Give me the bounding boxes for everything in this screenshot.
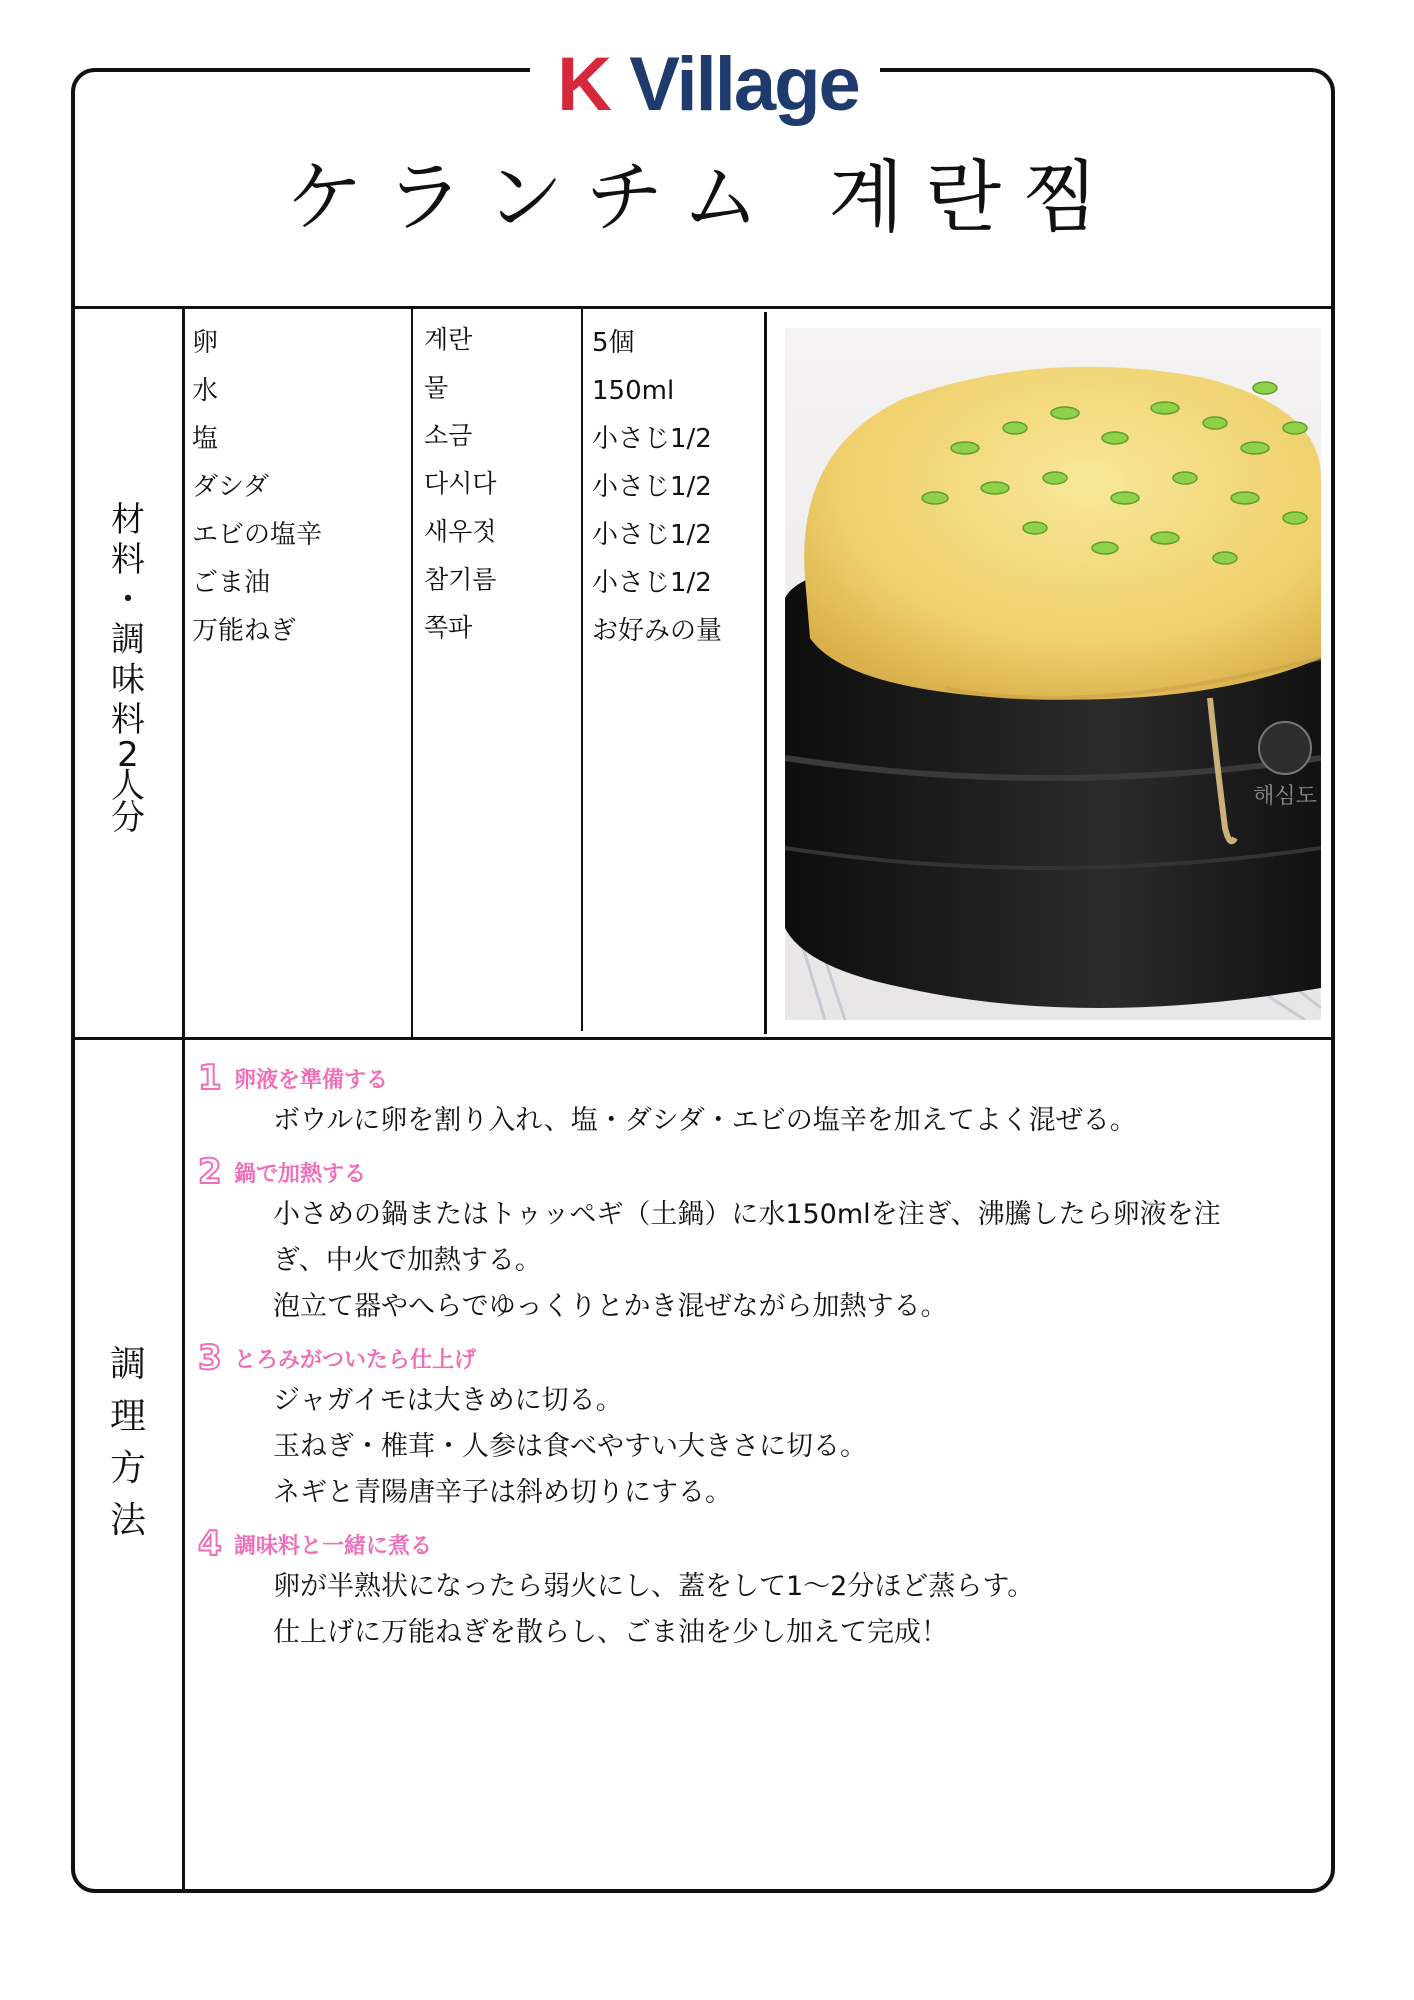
ingredient-amount: 150ml [592,376,675,406]
ingredient-ja: ダシダ [192,472,269,502]
ingredient-ko: 물 [424,373,449,402]
ingredient-ko: 참기름 [424,565,497,594]
pot-logo-icon [1259,722,1311,774]
method-label [95,1345,161,1553]
ingredient-amount: 小さじ1/2 [592,424,712,454]
ingredient-ja: 卵 [192,328,219,358]
divider-ja-column [411,308,413,1038]
ingredient-amount: 小さじ1/2 [592,472,712,502]
ingredients-ja-column [192,325,322,661]
ingredient-ja: ごま油 [192,568,271,598]
step-number: 4 [198,1524,222,1564]
step-title: とろみがついたら仕上げ [234,1347,477,1373]
ingredient-ja: 水 [192,376,219,406]
step-1 [198,1058,1308,1144]
brand-k: K [557,42,611,127]
divider-title [73,306,1333,309]
divider-ingredients [73,1037,1333,1040]
pot-label: 해심도 [1253,784,1317,809]
divider-label-column [182,306,185,1890]
label-char: 料 [111,700,145,740]
label-char: 人 [111,766,145,806]
ingredient-ko: 다시다 [424,469,497,498]
label-char: 調 [111,620,145,660]
label-char: 味 [111,660,145,700]
label-char: 調 [109,1344,146,1385]
ingredient-ko: 새우젓 [424,517,497,546]
step-text: 玉ねぎ・椎茸・人参は食べやすい大きさに切る。 [273,1431,867,1462]
recipe-title: ケランチム 계란찜 [285,153,1121,243]
step-number: 3 [198,1338,222,1378]
ingredient-amount: 小さじ1/2 [592,568,712,598]
divider-ko-column [581,308,583,1031]
brand-village: Village [629,42,859,127]
ingredient-ko: 쪽파 [424,613,473,642]
ingredient-ko: 계란 [424,325,473,354]
step-text: 仕上げに万能ねぎを散らし、ごま油を少し加えて完成！ [273,1617,948,1648]
step-text: 卵が半熟状になったら弱火にし、蓋をして1〜2分ほど蒸らす。 [273,1571,1035,1602]
ingredients-ko-column [424,322,496,658]
step-text: 泡立て器やへらでゆっくりとかき混ぜながら加熱する。 [273,1291,948,1322]
step-text: ぎ、中火で加熱する。 [273,1245,542,1276]
step-title: 鍋で加熱する [234,1161,367,1187]
step-number: 2 [198,1152,222,1192]
step-text: ネギと青陽唐辛子は斜め切りにする。 [273,1477,732,1508]
divider-amount-column [764,312,767,1034]
gyeranjjim-illustration [785,328,1321,1020]
ingredient-ja: 万能ねぎ [192,616,297,646]
ingredient-amount: お好みの量 [592,616,723,646]
step-title: 調味料と一緒に煮る [234,1533,433,1559]
brand-logo [548,42,868,127]
ingredient-ja: エビの塩辛 [192,520,323,550]
ingredients-amount-column [592,325,722,661]
step-4 [198,1524,1308,1656]
step-title: 卵液を準備する [234,1067,389,1093]
step-3 [198,1338,1308,1516]
ingredients-label [95,500,161,838]
step-text: ボウルに卵を割り入れ、塩・ダシダ・エビの塩辛を加えてよく混ぜる。 [273,1105,1137,1136]
label-char: 材 [111,500,145,540]
gyeranjjim-photo [785,328,1321,1020]
label-char: 理 [109,1396,146,1437]
step-text: 小さめの鍋またはトゥッペギ（土鍋）に水150mlを注ぎ、沸騰したら卵液を注 [273,1199,1221,1230]
label-char: 2 [117,735,139,775]
ingredient-amount: 小さじ1/2 [592,520,712,550]
step-text: ジャガイモは大きめに切る。 [273,1385,623,1416]
label-char: 法 [109,1500,146,1541]
step-number: 1 [198,1058,222,1098]
ingredient-ko: 소금 [424,421,473,450]
label-char: ・ [111,580,145,620]
label-char: 分 [111,798,145,838]
step-2 [198,1152,1308,1330]
ingredient-amount: 5個 [592,328,635,358]
label-char: 料 [111,540,145,580]
label-char: 方 [109,1448,146,1489]
ingredient-ja: 塩 [192,424,219,454]
method-steps [198,1050,1308,1656]
